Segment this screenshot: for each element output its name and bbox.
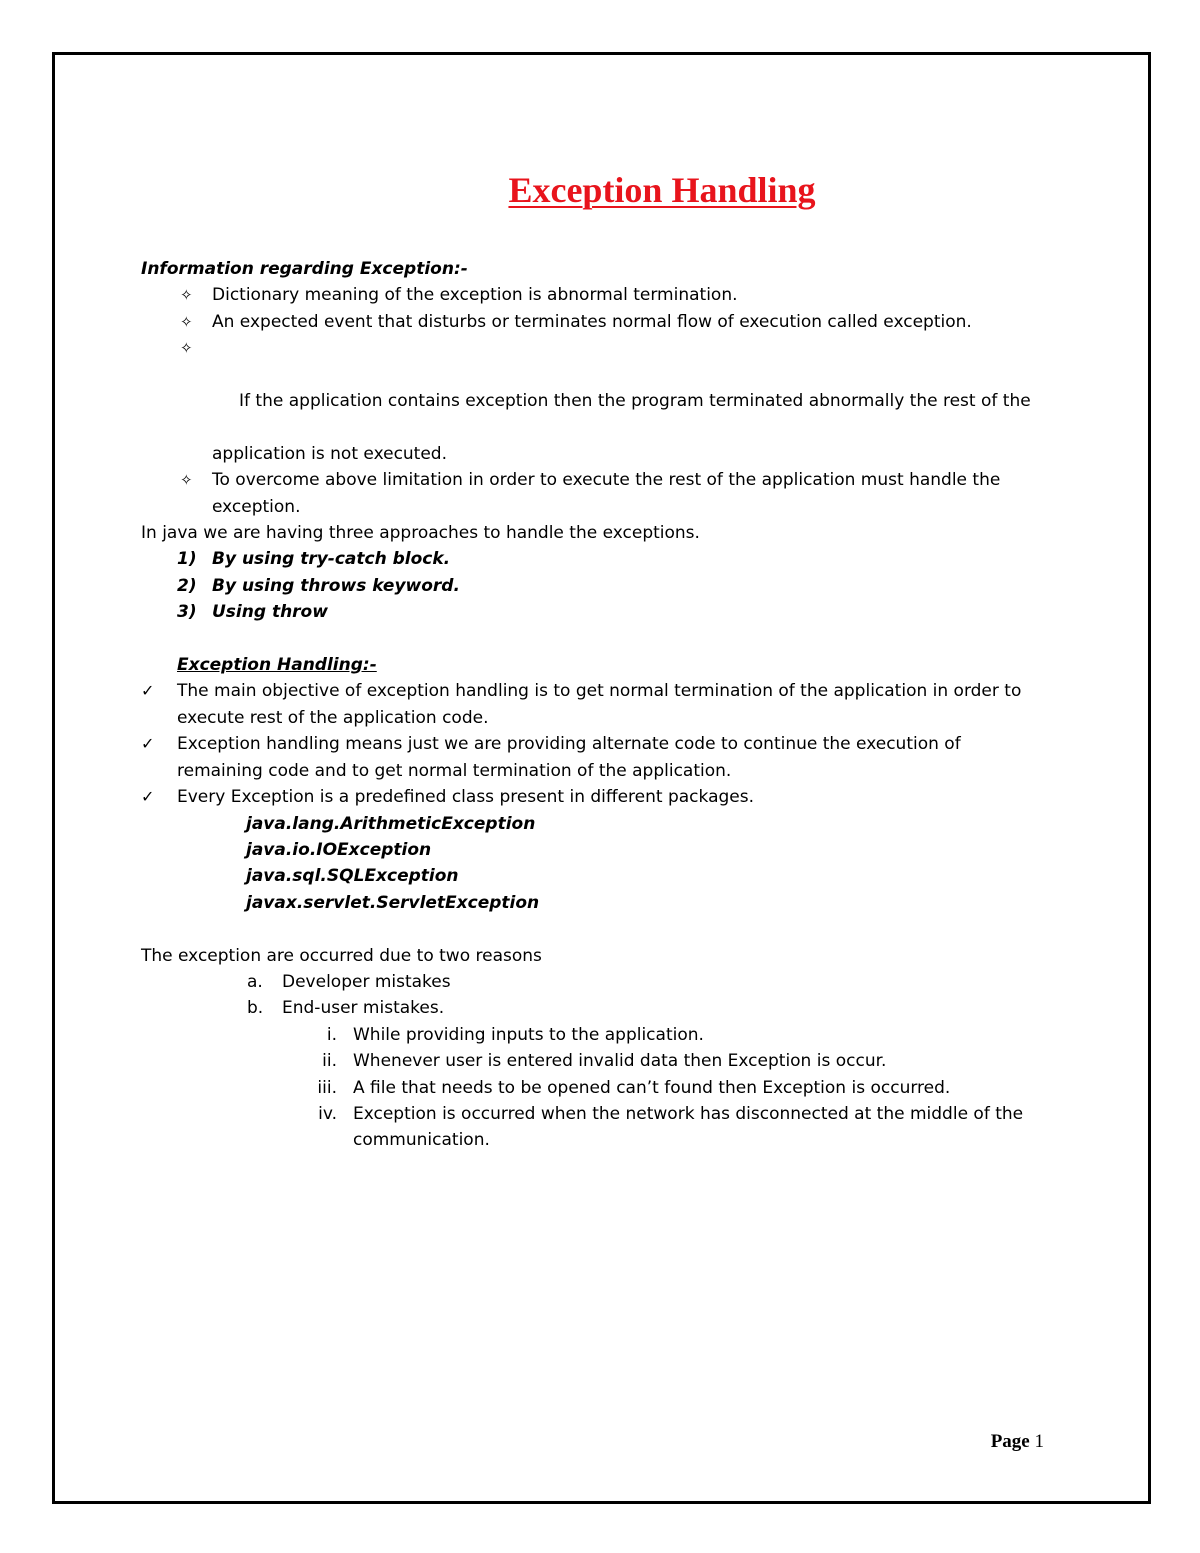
sub-reason-marker: i. (326, 1024, 337, 1045)
info-bullet (141, 282, 1071, 308)
approach-marker: 2) (177, 575, 197, 596)
sub-reason-text: Whenever user is entered invalid data then Exception is occur. (353, 1051, 887, 1072)
handling-bullet (141, 731, 1071, 757)
handling-bullet-text: Every Exception is a predefined class present in different packages. (177, 787, 755, 808)
approach-marker: 3) (177, 602, 197, 623)
sub-reason-text: Exception is occurred when the network has disconnected at the middle of the (353, 1103, 1024, 1124)
reasons-intro: The exception are occurred due to two reasons (141, 945, 542, 966)
info-bullet-text: To overcome above limitation in order to execute the rest of the application must handle the (212, 470, 1001, 491)
info-bullet-continuation: exception. (212, 496, 301, 517)
reason-text: Developer mistakes (282, 971, 451, 992)
package-name: java.lang.ArithmeticException (246, 813, 536, 834)
document-title: Exception Handling (508, 170, 816, 210)
check-mark-icon: ✓ (141, 681, 155, 701)
diamond-star-icon: ✧ (180, 312, 193, 331)
approach-text: Using throw (212, 602, 328, 623)
handling-bullet-continuation: execute rest of the application code. (177, 707, 489, 728)
approach-marker: 1) (177, 549, 197, 570)
reason-item (141, 969, 1071, 995)
sub-reason-marker: ii. (322, 1051, 337, 1072)
sub-reason-item (141, 1075, 1071, 1101)
page-number-value: 1 (1034, 1431, 1044, 1452)
info-bullet-text: An expected event that disturbs or terminates normal flow of execution called exception. (212, 311, 972, 332)
info-bullet (141, 467, 1071, 493)
spacer (141, 916, 1071, 942)
handling-bullet-continuation: remaining code and to get normal termination of the application. (177, 760, 732, 781)
info-bullet (141, 335, 1071, 441)
diamond-star-icon: ✧ (180, 286, 193, 305)
approaches-intro: In java we are having three approaches to handle the exceptions. (141, 523, 700, 544)
approach-item (141, 573, 1071, 599)
reason-marker: b. (247, 998, 264, 1019)
approach-text: By using try-catch block. (212, 549, 451, 570)
info-bullet-text: Dictionary meaning of the exception is abnormal termination. (212, 285, 738, 306)
sub-reason-text: While providing inputs to the application. (353, 1024, 704, 1045)
document-body (141, 256, 1071, 1154)
approach-text: By using throws keyword. (212, 575, 460, 596)
reason-item (141, 995, 1071, 1021)
handling-heading: Exception Handling:- (177, 655, 377, 676)
handling-bullet (141, 678, 1071, 704)
info-bullet-text: If the application contains exception then the program terminated abnormally the rest of the (233, 391, 1031, 412)
page-number (991, 1430, 1044, 1454)
package-name: java.io.IOException (246, 839, 432, 860)
check-mark-icon: ✓ (141, 734, 155, 754)
sub-reason-text: A file that needs to be opened can’t found then Exception is occurred. (353, 1077, 951, 1098)
reason-text: End-user mistakes. (282, 998, 445, 1019)
page-label: Page (990, 1431, 1030, 1452)
handling-bullet-text: The main objective of exception handling is to get normal termination of the application in order to (177, 681, 1022, 702)
diamond-star-icon: ✧ (180, 339, 193, 358)
reason-marker: a. (247, 971, 263, 992)
check-mark-icon: ✓ (141, 787, 155, 807)
sub-reason-item (141, 1048, 1071, 1074)
sub-reason-item (141, 1022, 1071, 1048)
approach-item (141, 546, 1071, 572)
spacer (141, 626, 1071, 652)
diamond-star-icon: ✧ (180, 471, 193, 490)
info-bullet-continuation: application is not executed. (212, 443, 448, 464)
sub-reason-marker: iv. (318, 1103, 337, 1124)
info-bullet (141, 309, 1071, 335)
package-name: javax.servlet.ServletException (246, 892, 540, 913)
sub-reason-continuation: communication. (353, 1130, 490, 1151)
approach-item (141, 599, 1071, 625)
sub-reason-item (141, 1101, 1071, 1127)
handling-bullet-text: Exception handling means just we are providing alternate code to continue the execution of (177, 734, 961, 755)
handling-bullet (141, 784, 1071, 810)
sub-reason-marker: iii. (317, 1077, 337, 1098)
package-name: java.sql.SQLException (246, 866, 459, 887)
info-heading: Information regarding Exception:- (141, 259, 468, 279)
